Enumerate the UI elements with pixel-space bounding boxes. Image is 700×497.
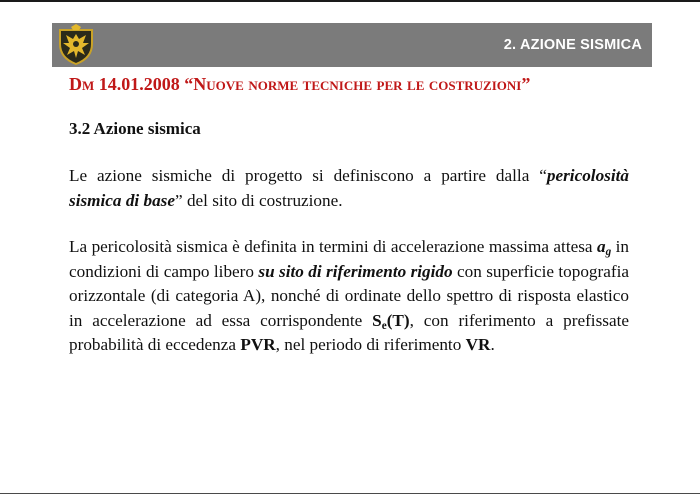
symbol-ag: $a_g$ xyxy=(596,237,612,258)
paragraph-definition xyxy=(69,235,629,358)
def-text-6: . xyxy=(490,335,495,354)
paragraph-intro xyxy=(69,164,629,213)
headline-dm: Dm xyxy=(69,74,95,94)
def-text-3: con superficie topografia orizzontale (di categoria A), nonché di ordinate dello spettro di risposta elastico in accelerazione ad essa corrispondente xyxy=(69,261,629,330)
header-bar xyxy=(52,23,652,67)
def-text-2: in condizioni di campo libero xyxy=(69,237,629,281)
top-border xyxy=(0,0,700,2)
headline-title: Nuove norme tecniche per le costruzioni xyxy=(193,74,522,94)
def-text-1: La pericolosità sismica è definita in termini di accelerazione massima attesa xyxy=(69,237,597,256)
emphasis-term: pericolosità sismica di base xyxy=(69,166,630,210)
section-label: 2. AZIONE SISMICA xyxy=(503,37,642,53)
symbol-se: $S_e(T)$ xyxy=(372,310,410,332)
symbol-pvr: PVR xyxy=(240,335,276,354)
def-text-5: , nel periodo di riferimento xyxy=(275,335,466,354)
section-subtitle: 3.2 Azione sismica xyxy=(69,119,201,138)
headline-quote-open: “ xyxy=(184,74,194,94)
quote-open: “ xyxy=(539,166,547,185)
emphasis-rigid-site: su sito di riferimento rigido xyxy=(258,261,453,281)
paragraph-intro-text: Le azione sismiche di progetto si definiscono a partire dalla xyxy=(69,166,530,185)
headline-date: 14.01.2008 xyxy=(98,74,180,94)
quote-close: ” xyxy=(175,190,183,210)
headline-quote-close: ” xyxy=(521,74,531,94)
eagle-crest-icon xyxy=(56,24,96,66)
paragraph-intro-tail: del sito di costruzione. xyxy=(182,190,343,210)
symbol-vr: VR xyxy=(465,335,491,354)
headline xyxy=(69,74,649,95)
bottom-border xyxy=(0,493,700,494)
def-text-4: , con riferimento a prefissate probabilità di eccedenza xyxy=(69,310,629,354)
